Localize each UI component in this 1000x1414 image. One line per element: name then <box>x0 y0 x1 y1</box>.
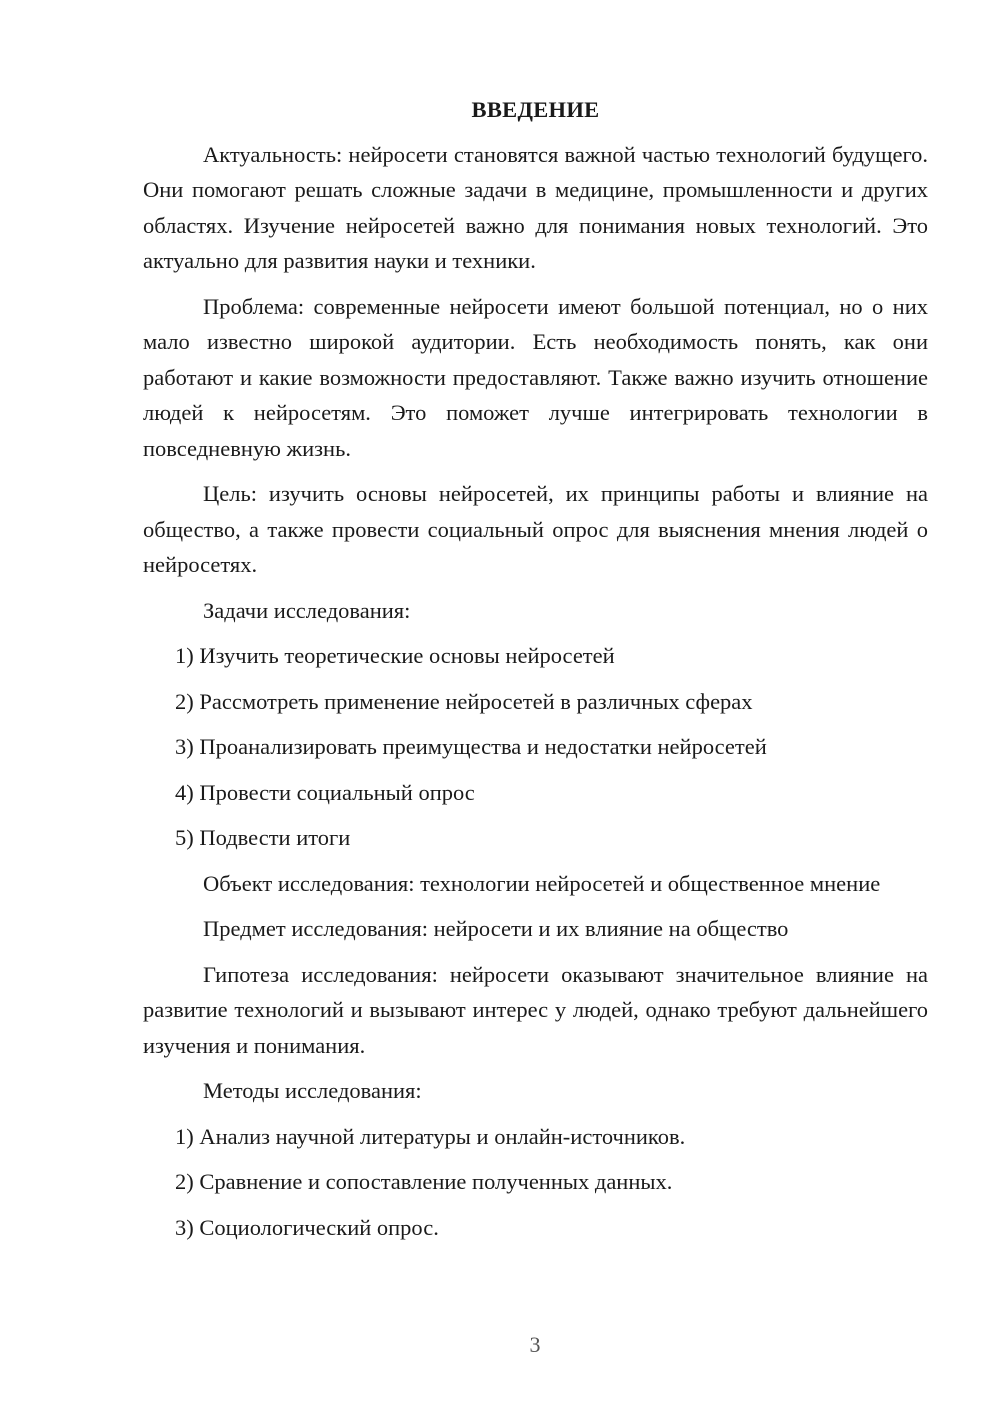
list-item: 5) Подвести итоги <box>175 825 351 850</box>
list-item: 1) Изучить теоретические основы нейросетей <box>175 643 615 668</box>
tasks-label: Задачи исследования: <box>203 597 411 623</box>
methods-list <box>143 1119 928 1246</box>
page-title: ВВЕДЕНИЕ <box>471 97 600 122</box>
document-page <box>143 92 928 1255</box>
list-item: 1) Анализ научной литературы и онлайн-источников. <box>175 1123 686 1149</box>
problem-paragraph: Проблема: современные нейросети имеют большой потенциал, но о них мало известно широкой аудитории. Есть необходимость понять, как они работают и какие возможности предоставляют. Также важно изучить отношение людей к нейросетям. Это поможет лучше интегрировать технологии в повседневную жизнь. <box>143 293 928 461</box>
list-item: 2) Сравнение и сопоставление полученных данных. <box>175 1169 673 1194</box>
list-item: 3) Социологический опрос. <box>175 1214 439 1240</box>
page-number: 3 <box>529 1332 541 1357</box>
list-item: 2) Рассмотреть применение нейросетей в различных сферах <box>175 688 753 714</box>
methods-label: Методы исследования: <box>203 1078 422 1103</box>
relevance-paragraph: Актуальность: нейросети становятся важной частью технологий будущего. Они помогают решать сложные задачи в медицине, промышленности и других областях. Изучение нейросетей важно для понимания новых технологий. Это актуально для развития науки и техники. <box>143 141 928 273</box>
hypothesis-paragraph: Гипотеза исследования: нейросети оказывают значительное влияние на развитие технологий и вызывают интерес у людей, однако требуют дальнейшего изучения и понимания. <box>143 961 928 1058</box>
object-paragraph: Объект исследования: технологии нейросетей и общественное мнение <box>203 870 881 896</box>
tasks-list <box>143 638 928 856</box>
list-item: 4) Провести социальный опрос <box>175 779 475 805</box>
subject-paragraph: Предмет исследования: нейросети и их влияние на общество <box>203 916 789 941</box>
list-item: 3) Проанализировать преимущества и недостатки нейросетей <box>175 734 767 759</box>
goal-paragraph: Цель: изучить основы нейросетей, их принципы работы и влияние на общество, а также провести социальный опрос для выяснения мнения людей о нейросетях. <box>143 481 928 577</box>
